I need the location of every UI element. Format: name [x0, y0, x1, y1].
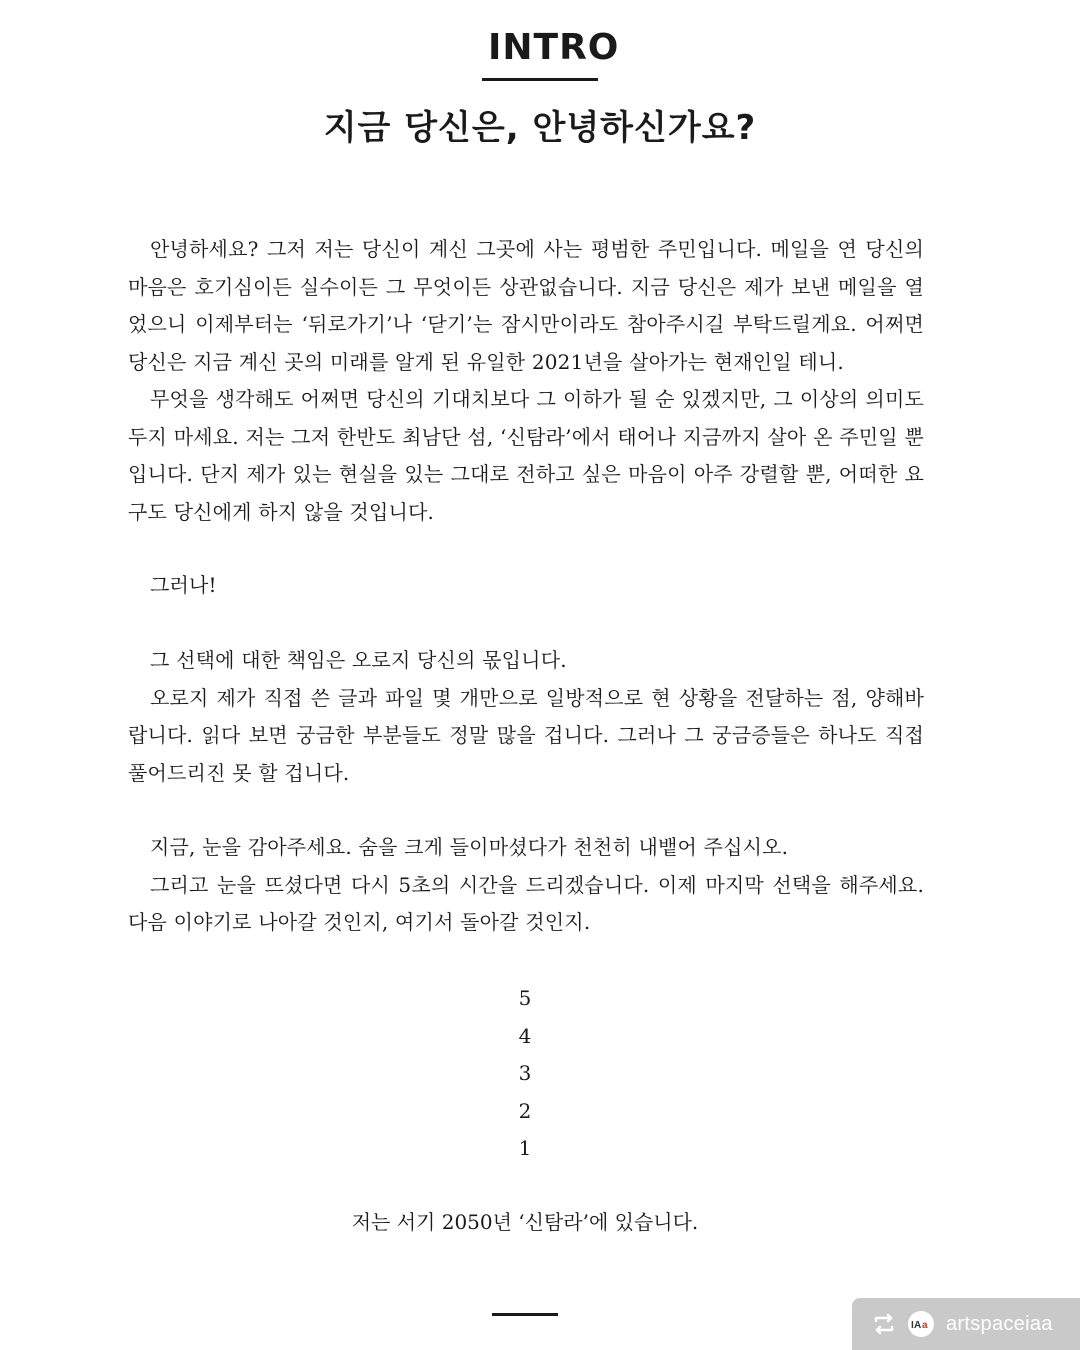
- repost-icon[interactable]: [870, 1310, 898, 1338]
- svg-text:a: a: [922, 1320, 928, 1331]
- countdown: [0, 980, 1050, 1168]
- end-divider: [492, 1313, 558, 1316]
- paragraph-identity: 무엇을 생각해도 어쩌면 당신의 기대치보다 그 이하가 될 순 있겠지만, 그 이상의 의미도 두지 마세요. 저는 그저 한반도 최남단 섬, ‘신탐라’에서 태어나 지금까지 살아 온 주민일 뿐입니다. 단지 제가 있는 현실을 있는 그대로 전하고 싶은 마음이 아주 강렬할 뿐, 어떠한 요구도 당신에게 하지 않을 것입니다.: [128, 387, 924, 524]
- intro-paragraphs: [128, 231, 924, 531]
- intro-header: [0, 24, 1080, 81]
- closing-line: 저는 서기 2050년 ‘신탐라’에 있습니다.: [351, 1210, 699, 1234]
- avatar[interactable]: [908, 1311, 934, 1337]
- artspace-logo-icon: [908, 1311, 934, 1337]
- intro-label: INTRO: [482, 24, 598, 81]
- paragraph-however: 그러나!: [150, 573, 217, 597]
- paragraph-final-choice: 그리고 눈을 뜨셨다면 다시 5초의 시간을 드리겠습니다. 이제 마지막 선택을 해주세요. 다음 이야기로 나아갈 것인지, 여기서 돌아갈 것인지.: [128, 872, 924, 934]
- responsibility-block: [128, 642, 924, 792]
- paragraph-responsibility: 그 선택에 대한 책임은 오로지 당신의 몫입니다.: [150, 648, 567, 672]
- countdown-number: 1: [518, 1136, 532, 1160]
- repost-username[interactable]: artspaceiaa: [946, 1312, 1053, 1335]
- svg-text:I: I: [911, 1320, 914, 1331]
- countdown-number: 2: [518, 1098, 532, 1123]
- svg-text:A: A: [914, 1320, 922, 1331]
- repost-badge[interactable]: [852, 1298, 1080, 1350]
- countdown-number: 4: [518, 1023, 532, 1048]
- countdown-number: 5: [518, 986, 532, 1010]
- paragraph-greeting: 안녕하세요? 그저 저는 당신이 계신 그곳에 사는 평범한 주민입니다. 메일을 연 당신의 마음은 호기심이든 실수이든 그 무엇이든 상관없습니다. 지금 당신은 제가 보낸 메일을 열었으니 이제부터는 ‘뒤로가기’나 ‘닫기’는 잠시만이라도 참아주시길 부탁드릴게요. 어쩌면 당신은 지금 계신 곳의 미래를 알게 된 유일한 2021년을 살아가는 현재인일 테니.: [128, 237, 924, 374]
- however-block: [128, 567, 924, 605]
- instruction-block: [128, 829, 924, 942]
- countdown-number: 3: [518, 1061, 532, 1085]
- paragraph-understanding: 오로지 제가 직접 쓴 글과 파일 몇 개만으로 일방적으로 현 상황을 전달하는 점, 양해바랍니다. 읽다 보면 궁금한 부분들도 정말 많을 겁니다. 그러나 그 궁금증들은 하나도 직접 풀어드리진 못 할 겁니다.: [128, 685, 924, 785]
- page-title: 지금 당신은, 안녕하신가요?: [323, 108, 757, 148]
- paragraph-close-eyes: 지금, 눈을 감아주세요. 숨을 크게 들이마셨다가 천천히 내뱉어 주십시오.: [150, 835, 789, 859]
